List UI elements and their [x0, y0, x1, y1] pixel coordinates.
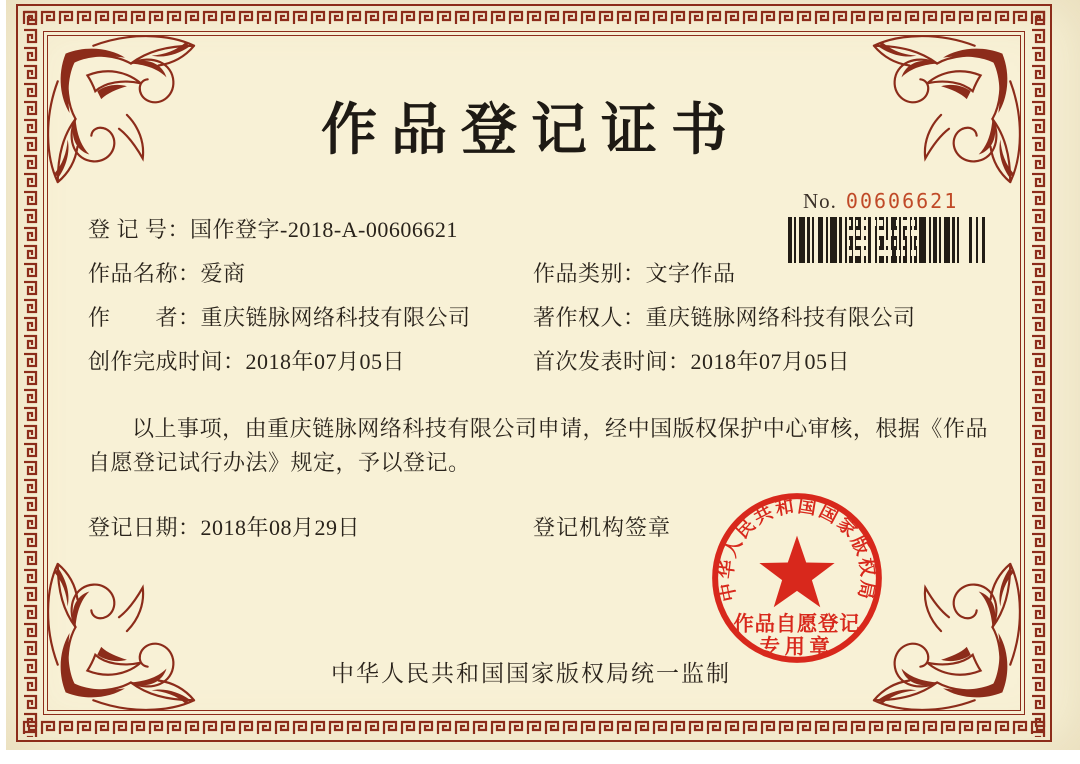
- field-author-label: 作 者：: [88, 305, 201, 330]
- seal-line1: 作品自愿登记: [733, 613, 861, 636]
- field-author-value: 重庆链脉网络科技有限公司: [200, 305, 471, 330]
- field-work-type: [533, 257, 736, 288]
- star-icon: [759, 536, 834, 608]
- field-reg-date: [88, 511, 360, 542]
- field-work-name: [88, 257, 246, 288]
- field-reg-date-value: 2018年08月29日: [200, 515, 361, 540]
- serial-prefix: No.: [803, 189, 837, 213]
- barcode: [785, 214, 987, 266]
- seal-line2: 专用章: [759, 636, 835, 659]
- field-creation-date: [88, 345, 405, 376]
- corner-flourish-icon: [36, 554, 204, 722]
- certificate-title: 作品登记证书: [321, 100, 741, 162]
- field-creation-date-value: 2018年07月05日: [245, 349, 406, 374]
- field-work-name-value: 爱商: [200, 261, 246, 286]
- field-author: [88, 301, 471, 332]
- seal-caption: 登记机构签章: [533, 515, 672, 540]
- registration-statement: 以上事项，由重庆链脉网络科技有限公司申请，经中国版权保护中心审核，根据《作品自愿登记试行办法》规定，予以登记。: [88, 416, 988, 475]
- field-copyright-holder: [533, 301, 916, 332]
- certificate-paper: [6, 0, 1080, 750]
- official-seal: [705, 486, 889, 670]
- field-reg-no: [88, 213, 458, 244]
- field-reg-no-label: 登 记 号：: [88, 217, 191, 242]
- serial-digits: 00606621: [845, 189, 959, 213]
- field-first-publish-date: [533, 345, 850, 376]
- field-reg-date-label: 登记日期：: [88, 515, 201, 540]
- field-copyright-holder-value: 重庆链脉网络科技有限公司: [645, 305, 916, 330]
- field-first-publish-date-label: 首次发表时间：: [533, 349, 691, 374]
- field-copyright-holder-label: 著作权人：: [533, 305, 646, 330]
- field-reg-no-value: 国作登字-2018-A-00606621: [190, 217, 458, 242]
- issuer-footer: 中华人民共和国国家版权局统一监制: [331, 661, 731, 686]
- field-work-type-value: 文字作品: [645, 261, 736, 286]
- field-creation-date-label: 创作完成时间：: [88, 349, 246, 374]
- field-work-name-label: 作品名称：: [88, 261, 201, 286]
- serial-number: [803, 189, 958, 214]
- field-work-type-label: 作品类别：: [533, 261, 646, 286]
- seal-arc-text: 中华人民共和国国家版权局: [715, 495, 879, 604]
- field-first-publish-date-value: 2018年07月05日: [690, 349, 851, 374]
- corner-flourish-icon: [864, 554, 1032, 722]
